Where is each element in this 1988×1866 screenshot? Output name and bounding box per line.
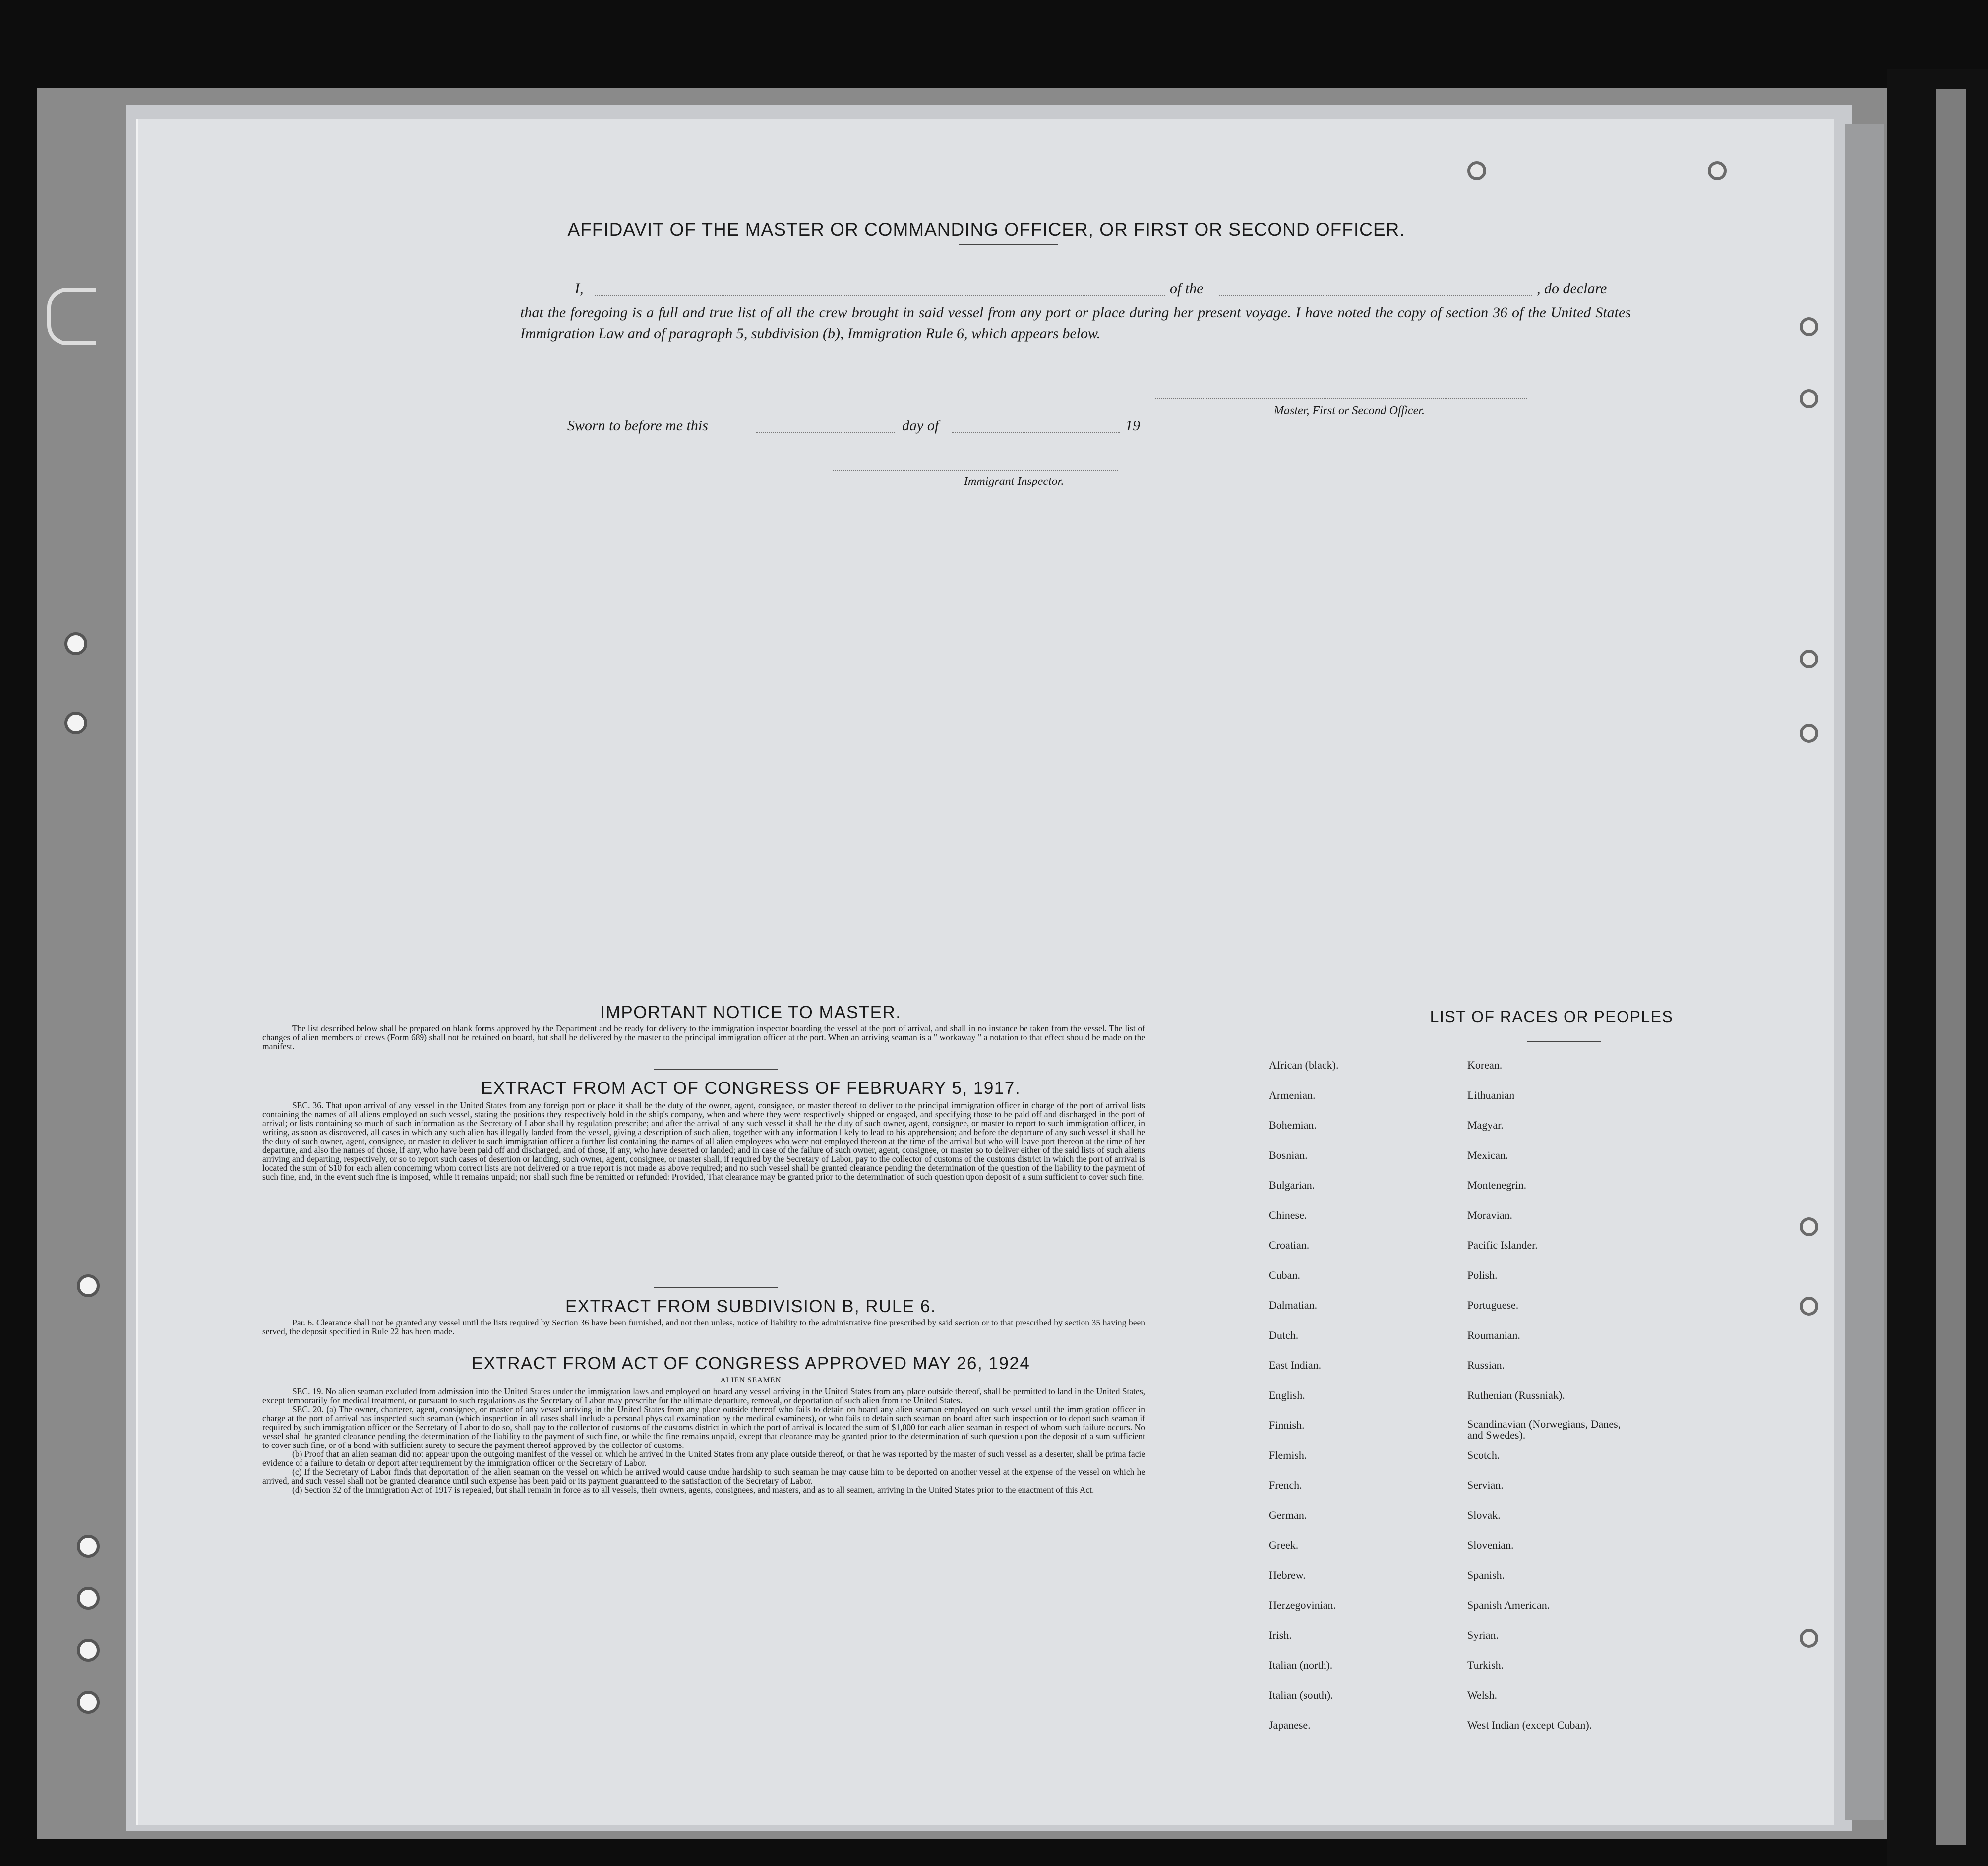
race-item-right: Roumanian.	[1467, 1328, 1520, 1341]
binder-hole	[64, 712, 87, 734]
race-item-left: Irish.	[1269, 1628, 1292, 1641]
race-item-right: Slovenian.	[1467, 1539, 1514, 1551]
race-item-right: Pacific Islander.	[1467, 1239, 1538, 1251]
master-signature-label: Master, First or Second Officer.	[1274, 404, 1425, 417]
extract-1924-title: EXTRACT FROM ACT OF CONGRESS APPROVED MAY 26, 1924	[471, 1354, 1030, 1373]
declarant-label: I,	[575, 280, 584, 297]
race-item-left: Cuban.	[1269, 1268, 1300, 1281]
race-item-right: Magyar.	[1467, 1119, 1504, 1131]
binding-stub-inner	[1936, 89, 1966, 1845]
race-item-left: East Indian.	[1269, 1359, 1322, 1371]
race-item-right: Syrian.	[1467, 1628, 1499, 1641]
race-item-right: Portuguese.	[1467, 1299, 1519, 1311]
day-of-label: day of	[902, 418, 939, 434]
affidavit-body: that the foregoing is a full and true list of all the crew brought in said vessel from any port or place during her present voyage. I have noted the copy of section 36 of the United States Immigration Law and of paragraph 5, subdivision (b), Immigration Rule 6, which appears below.	[520, 304, 1631, 342]
sec-19-paragraph: SEC. 19. No alien seaman excluded from admission into the United States under the immigration laws and employed on board any vessel arriving in the United States from any place outside thereof, shall be permitted to land in the United States, except temporarily for medical treatment, or pursuant to such regulations as the Secretary of Labor may prescribe for the ultimate departure, removal, or deportation of such alien from the United States.	[262, 1386, 1145, 1405]
sec-20d-paragraph: (d) Section 32 of the Immigration Act of 1917 is repealed, but shall remain in force as to all vessels, their owners, agents, consignees, and masters, and as to all seamen, arriving in the United States prior to the enactment of this Act.	[292, 1485, 1094, 1495]
race-item-left: Armenian.	[1269, 1088, 1316, 1101]
race-item-left: Dutch.	[1269, 1328, 1299, 1341]
race-item-left: Bohemian.	[1269, 1119, 1317, 1131]
race-item-right: Korean.	[1467, 1059, 1503, 1071]
race-item-left: Herzegovinian.	[1269, 1599, 1336, 1611]
section-36-paragraph: SEC. 36. That upon arrival of any vessel in the United States from any foreign port or place it shall be the duty of the owner, agent, consignee, or master thereof to deliver to the principal immigration officer in charge of the port of arrival lists containing the names of all aliens employed on such vessel, stating the positions they respectively hold in the ship's company, when and where they were respectively shipped or engaged, and specifying those to be paid off and discharged in the port of arrival; or lists containing so much of such information as the Secretary of Labor shall by regulation prescribe; and after the arrival of any such vessel it shall be the duty of such owner, agent, consignee, or master to report to such immigration officer, in writing, as soon as discovered, all cases in which any such alien has illegally landed from the vessel, giving a description of such alien, together with any information likely to lead to his apprehension; and before the departure of any such vessel it shall be the duty of such owner, agent, consignee, or master to deliver to such immigration officer a further list containing the names of all alien employees who were not employed thereon at the time of the arrival but who will leave port thereon at the time of her departure, and also the names of those, if any, who have been paid off and discharged, and of those, if any, who have deserted or landed; and in case of the failure of such owner, agent, consignee, or master so to deliver either of the said lists of such aliens arriving and departing, respectively, or so to report such cases of desertion or landing, such owner, agent, consignee, or master shall, if required by the Secretary of Labor, pay to the collector of customs of the customs district in which the port of arrival is located the sum of $10 for each alien concerning whom correct lists are not delivered or a true report is not made as above required; and no such vessel shall be granted clearance pending the determination of the question of the liability to the payment of such fine, and, in the event such fine is imposed, while it remains unpaid; nor shall such fine be remitted or refunded: Provided, That clearance may be granted prior to the determination of such question upon deposit of a sum sufficient to cover such fine.	[262, 1100, 1145, 1182]
race-item-left: English.	[1269, 1388, 1305, 1401]
binder-hole	[77, 1587, 100, 1610]
binder-hole	[77, 1274, 100, 1297]
race-item-right: Lithuanian	[1467, 1088, 1515, 1101]
race-item-right: Spanish American.	[1467, 1599, 1550, 1611]
alien-seamen-subtitle: ALIEN SEAMEN	[720, 1376, 782, 1384]
race-item-left: Japanese.	[1269, 1719, 1311, 1731]
race-item-right: Ruthenian (Russniak).	[1467, 1388, 1565, 1401]
race-item-left: Dalmatian.	[1269, 1299, 1318, 1311]
affidavit-title: AFFIDAVIT OF THE MASTER OR COMMANDING OFFICER, OR FIRST OR SECOND OFFICER.	[567, 219, 1405, 240]
binder-hole	[77, 1639, 100, 1662]
race-item-left: Bulgarian.	[1269, 1179, 1315, 1191]
notice-title: IMPORTANT NOTICE TO MASTER.	[600, 1003, 902, 1022]
race-item-right: Polish.	[1467, 1268, 1498, 1281]
race-item-left: German.	[1269, 1508, 1307, 1521]
sec-20a-paragraph: SEC. 20. (a) The owner, charterer, agent, consignee, or master of any vessel arriving in the United States from any place outside thereof who fails to detain on board any alien seaman employed on such vessel until the immigration officer in charge at the port of arrival has inspected such seaman (which inspection in all cases shall include a personal physical examination by the medical examiners), or who fails to detain such seaman on board after such inspection or to deport such seaman if required by such immigration officer or the Secretary of Labor to do so, shall pay to the collector of customs of the customs district in which the port of arrival is located the sum of $1,000 for each alien seaman in respect of whom such failure occurs. No vessel shall be granted clearance pending the determination of the liability to the payment of such fine, or while the fine remains unpaid, except that clearance may be granted prior to the determination of such question upon the deposit of a sum sufficient to cover such fine, or of a bond with sufficient surety to secure the payment thereof approved by the collector of customs.	[262, 1404, 1145, 1450]
sec-20b-paragraph: (b) Proof that an alien seaman did not appear upon the outgoing manifest of the vessel on which he arrived in the United States from any place outside thereof, or that he was reported by the master of such vessel as a deserter, shall be prima facie evidence of a failure to detain or deport after requirement by the immigration officer or the Secretary of Labor.	[262, 1449, 1145, 1468]
race-item-left: Croatian.	[1269, 1239, 1310, 1251]
extract-1917-title: EXTRACT FROM ACT OF CONGRESS OF FEBRUARY 5, 1917.	[481, 1079, 1021, 1098]
race-item-right: Russian.	[1467, 1359, 1505, 1371]
race-item-right: Scotch.	[1467, 1448, 1500, 1461]
declare-label: , do declare	[1537, 280, 1607, 297]
subdivision-title: EXTRACT FROM SUBDIVISION B, RULE 6.	[565, 1297, 937, 1316]
race-item-left: Greek.	[1269, 1539, 1299, 1551]
sworn-label: Sworn to before me this	[567, 418, 708, 434]
race-item-left: Chinese.	[1269, 1208, 1307, 1221]
race-item-right: Mexican.	[1467, 1148, 1508, 1161]
race-item-left: Flemish.	[1269, 1448, 1307, 1461]
par-6-paragraph: Par. 6. Clearance shall not be granted any vessel until the lists required by Section 36 have been furnished, and not then unless, notice of liability to the administrative fine prescribed by said section or to that prescribed by section 35 having been served, the deposit specified in Rule 22 has been made.	[262, 1318, 1145, 1336]
race-item-right: Servian.	[1467, 1479, 1504, 1491]
race-item-right: Montenegrin.	[1467, 1179, 1527, 1191]
races-title: LIST OF RACES OR PEOPLES	[1430, 1008, 1674, 1025]
inspector-label: Immigrant Inspector.	[964, 475, 1064, 488]
margin-bracket-mark	[47, 288, 96, 345]
race-item-right: Spanish.	[1467, 1568, 1505, 1581]
race-item-right: Scandinavian (Norwegians, Danes, and Swedes).	[1467, 1418, 1621, 1441]
page-edge-strip	[1845, 124, 1884, 1820]
binder-hole	[77, 1535, 100, 1558]
notice-paragraph: The list described below shall be prepared on blank forms approved by the Department and be ready for delivery to the immigration inspector boarding the vessel at the port of arrival, and shall in no instance be taken from the vessel. The list of changes of alien members of crews (Form 689) shall not be retained on board, but shall be delivered by the master to the principal immigration officer at the port. When an arriving seaman is a " workaway " a notation to that effect should be made on the manifest.	[262, 1023, 1145, 1051]
race-item-left: African (black).	[1269, 1059, 1339, 1071]
race-item-right: Welsh.	[1467, 1688, 1497, 1701]
race-item-left: Italian (south).	[1269, 1688, 1333, 1701]
race-item-right: West Indian (except Cuban).	[1467, 1719, 1592, 1731]
race-item-left: Finnish.	[1269, 1419, 1305, 1431]
race-item-left: Italian (north).	[1269, 1659, 1333, 1671]
race-item-left: Hebrew.	[1269, 1568, 1306, 1581]
race-item-left: Bosnian.	[1269, 1148, 1308, 1161]
race-item-right: Moravian.	[1467, 1208, 1513, 1221]
year-label: 19	[1125, 418, 1140, 434]
manifest-page	[136, 119, 1834, 1825]
races-list	[138, 119, 1834, 1825]
vessel-label: of the	[1170, 280, 1204, 297]
binder-hole	[77, 1691, 100, 1714]
race-item-left: French.	[1269, 1479, 1302, 1491]
race-item-right: Slovak.	[1467, 1508, 1501, 1521]
race-item-right: Turkish.	[1467, 1659, 1504, 1671]
sec-20c-paragraph: (c) If the Secretary of Labor finds that deportation of the alien seaman on the vessel on which he arrived would cause undue hardship to such seaman he may cause him to be deported on another vessel at the expense of the vessel on which he arrived, and such vessel shall not be granted clearance until such expense has been paid or its payment guaranteed to the satisfaction of the Secretary of Labor.	[262, 1467, 1145, 1486]
binder-hole	[64, 632, 87, 655]
